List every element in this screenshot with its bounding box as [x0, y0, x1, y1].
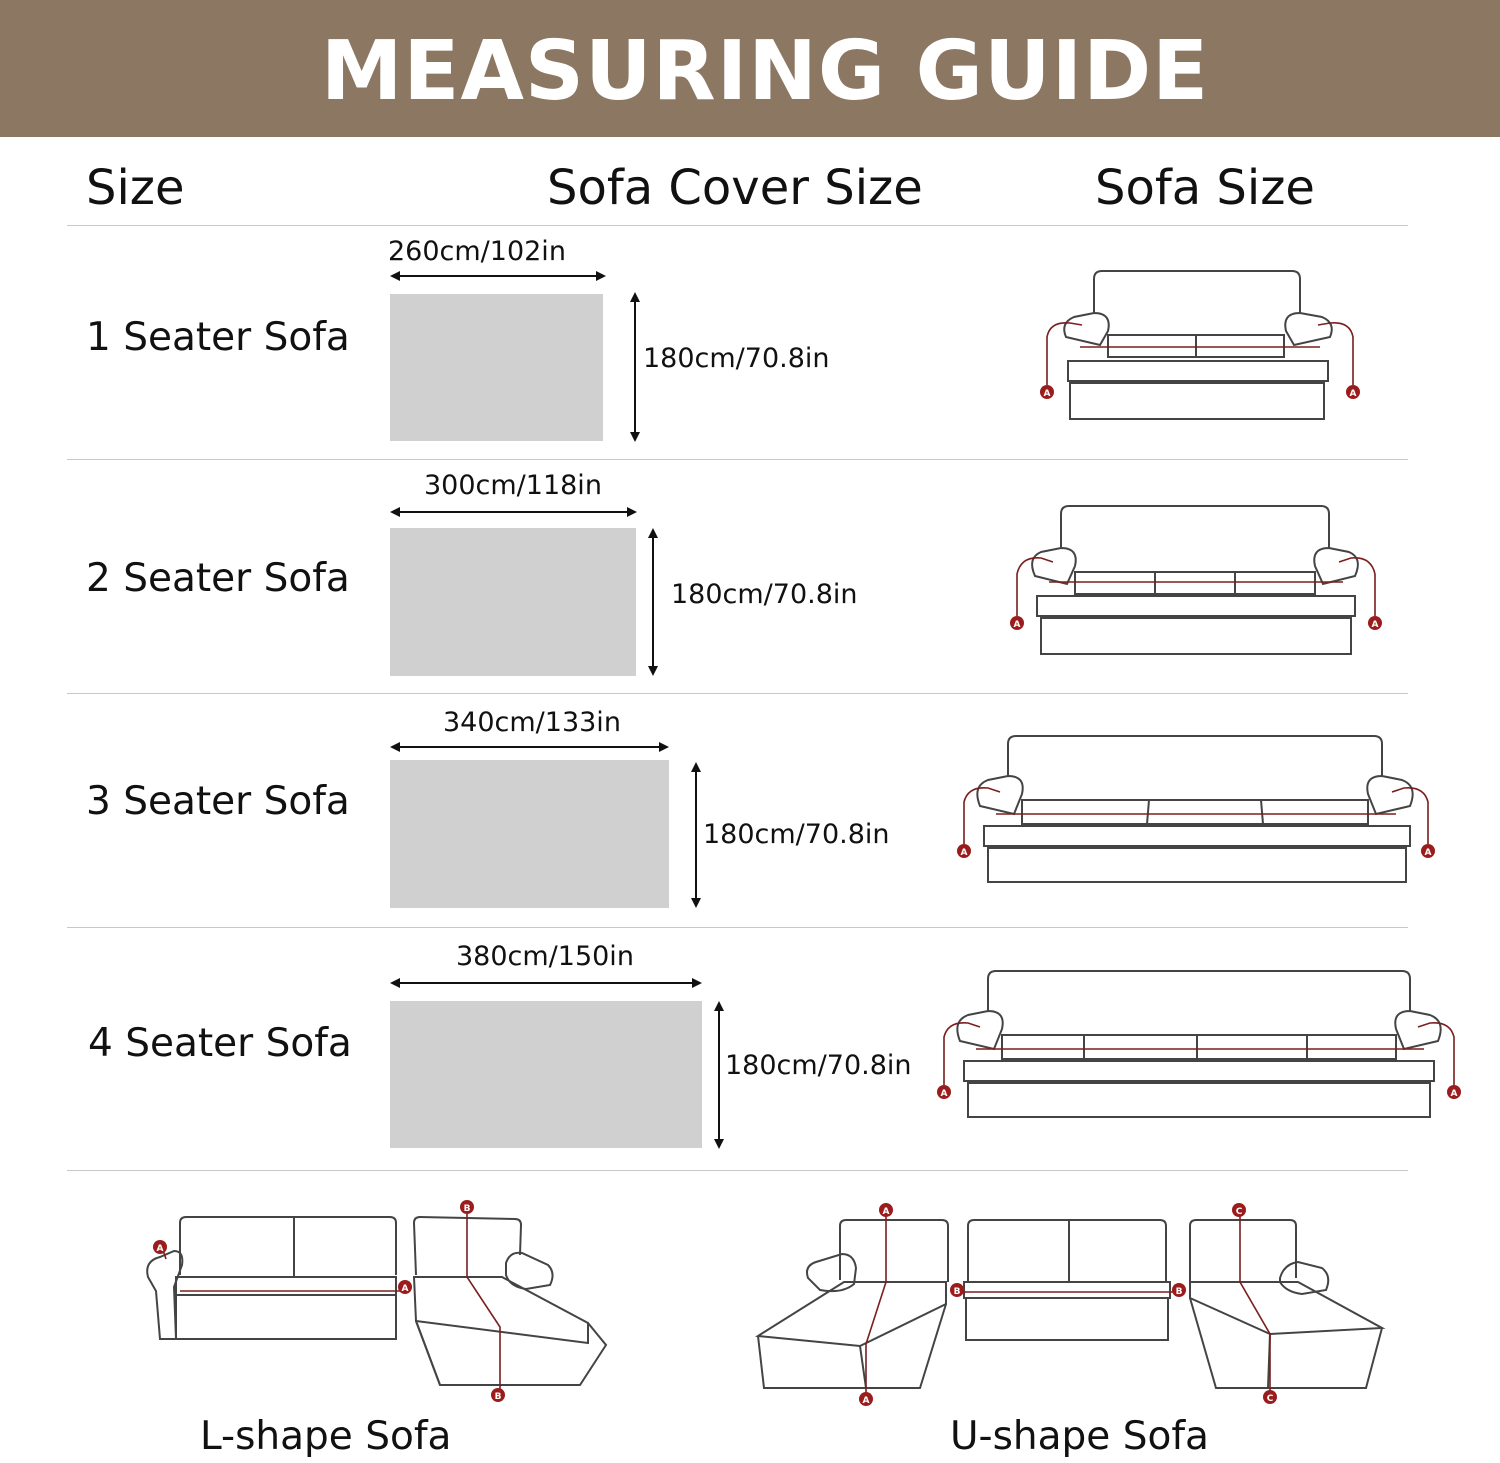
- height-arrow: [688, 762, 704, 908]
- row-label-2-seater: 2 Seater Sofa: [86, 556, 350, 601]
- cover-height-label: 180cm/70.8in: [643, 343, 830, 374]
- sofa-illustration-3-seater: [950, 730, 1440, 890]
- cover-height-label: 180cm/70.8in: [725, 1050, 912, 1081]
- column-header-sofa-size: Sofa Size: [1095, 160, 1315, 216]
- column-header-cover-size: Sofa Cover Size: [547, 160, 923, 216]
- width-arrow: [390, 268, 606, 284]
- marker-label: A: [156, 1244, 164, 1254]
- u-shape-caption: U-shape Sofa: [950, 1414, 1209, 1459]
- width-arrow: [390, 975, 702, 991]
- marker-label: B: [463, 1204, 471, 1214]
- u-shape-sofa-illustration: [750, 1198, 1390, 1413]
- row-label-4-seater: 4 Seater Sofa: [88, 1021, 352, 1066]
- sofa-illustration-2-seater: [1005, 500, 1385, 660]
- divider: [67, 225, 1408, 226]
- marker-label: A: [1013, 620, 1021, 630]
- marker-label: A: [940, 1089, 948, 1099]
- marker-label: A: [1450, 1089, 1458, 1099]
- cover-width-label: 340cm/133in: [443, 707, 621, 738]
- row-label-3-seater: 3 Seater Sofa: [86, 779, 350, 824]
- cover-swatch: [390, 760, 669, 908]
- cover-swatch: [390, 294, 603, 441]
- marker-label: A: [960, 848, 968, 858]
- title-banner: [0, 0, 1500, 137]
- sofa-illustration-4-seater: [930, 965, 1470, 1125]
- marker-label: B: [953, 1287, 961, 1297]
- marker-label: A: [1349, 389, 1357, 399]
- divider: [67, 927, 1408, 928]
- cover-width-label: 260cm/102in: [388, 236, 566, 267]
- marker-label: A: [882, 1207, 890, 1217]
- cover-swatch: [390, 528, 636, 676]
- marker-label: A: [1424, 848, 1432, 858]
- marker-label: A: [862, 1396, 870, 1406]
- divider: [67, 693, 1408, 694]
- marker-label: A: [1371, 620, 1379, 630]
- cover-swatch: [390, 1001, 702, 1148]
- column-header-size: Size: [86, 160, 185, 216]
- cover-height-label: 180cm/70.8in: [703, 819, 890, 850]
- divider: [67, 1170, 1408, 1171]
- cover-width-label: 380cm/150in: [456, 941, 634, 972]
- l-shape-caption: L-shape Sofa: [200, 1414, 452, 1459]
- width-arrow: [390, 504, 637, 520]
- marker-label: B: [494, 1392, 502, 1402]
- cover-width-label: 300cm/118in: [424, 470, 602, 501]
- marker-label: A: [1043, 389, 1051, 399]
- height-arrow: [627, 292, 643, 442]
- page-title: MEASURING GUIDE: [320, 24, 1210, 119]
- cover-height-label: 180cm/70.8in: [671, 579, 858, 610]
- divider: [67, 459, 1408, 460]
- marker-label: A: [401, 1284, 409, 1294]
- marker-label: B: [1175, 1287, 1183, 1297]
- row-label-1-seater: 1 Seater Sofa: [86, 315, 350, 360]
- l-shape-sofa-illustration: [140, 1195, 620, 1410]
- marker-label: C: [1266, 1394, 1274, 1404]
- sofa-illustration-1-seater: [1030, 265, 1370, 425]
- marker-label: C: [1235, 1207, 1243, 1217]
- height-arrow: [645, 528, 661, 676]
- width-arrow: [390, 739, 669, 755]
